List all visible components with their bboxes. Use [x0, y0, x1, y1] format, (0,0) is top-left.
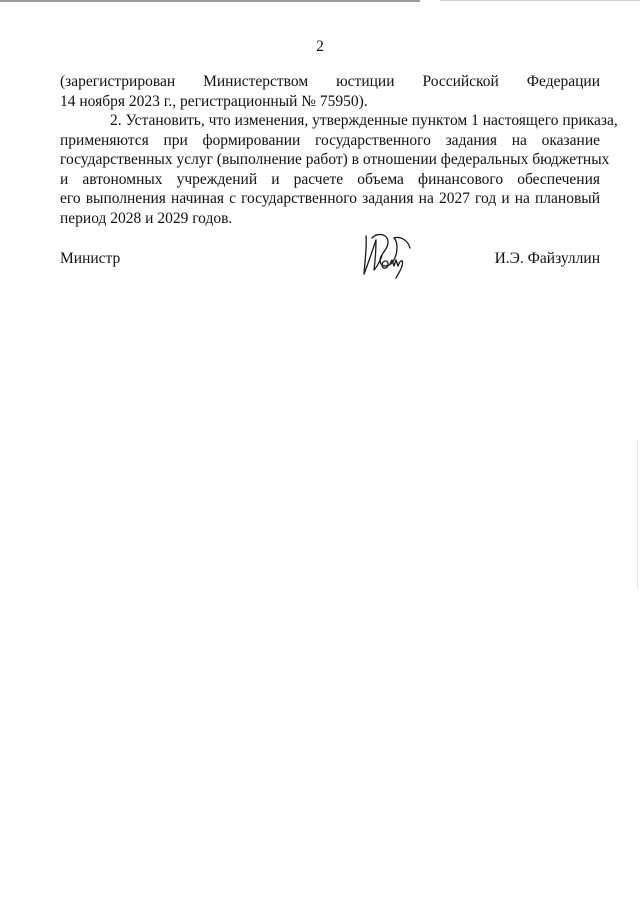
handwritten-signature	[358, 230, 420, 282]
paragraph-2-line: государственных услуг (выполнение работ) в отношении федеральных бюджетных	[60, 151, 610, 168]
paragraph-2-line: применяются при формировании государственного задания на оказание	[60, 131, 600, 149]
paragraph-2-line: и автономных учреждений и расчете объема финансового обеспечения	[60, 170, 600, 188]
scan-edge-mark	[637, 440, 638, 590]
signer-name: И.Э. Файзуллин	[494, 250, 600, 267]
paragraph-2	[60, 111, 618, 228]
scan-top-edge	[0, 0, 420, 2]
paragraph-1-line: 14 ноября 2023 г., регистрационный № 75950).	[60, 92, 368, 110]
page-number: 2	[316, 38, 324, 55]
paragraph-2-line: 2. Установить, что изменения, утвержденные пунктом 1 настоящего приказа,	[110, 112, 618, 129]
scan-top-edge-faint	[440, 0, 640, 1]
signature-block	[60, 250, 600, 290]
paragraph-2-line: его выполнения начиная с государственного задания на 2027 год и на плановый	[60, 190, 600, 207]
signer-title: Министр	[60, 250, 121, 267]
paragraph-1	[60, 72, 600, 111]
paragraph-2-line: период 2028 и 2029 годов.	[60, 209, 233, 227]
paragraph-1-line: (зарегистрирован Министерством юстиции Российской Федерации	[60, 73, 600, 90]
